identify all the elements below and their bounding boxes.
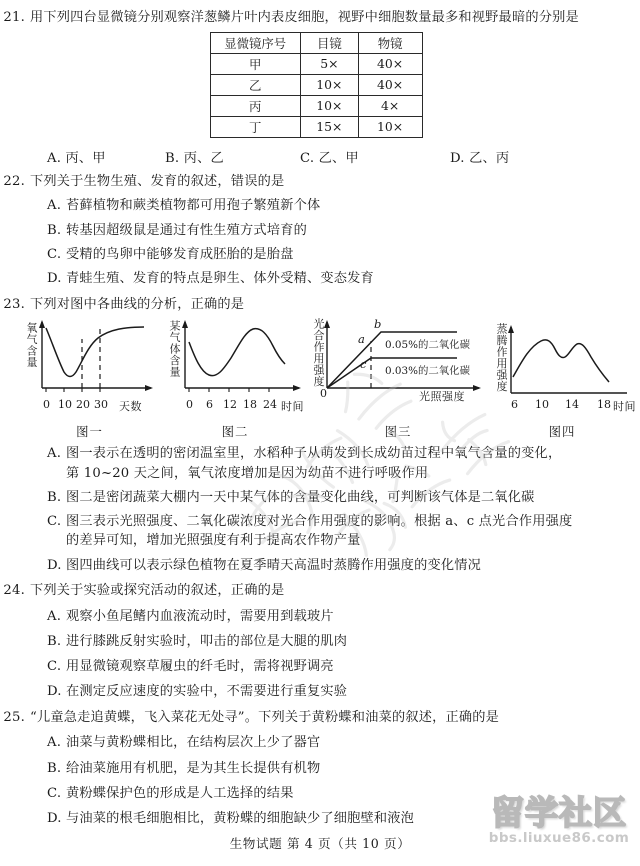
cell-scope-id: 甲 — [210, 53, 300, 74]
figure-three-series-0-label: 0.05%的二氧化碳 — [385, 339, 470, 352]
figure-four-xtick-1: 10 — [535, 398, 549, 412]
figure-three-ylabel: 光合作用强度 — [312, 318, 325, 388]
question-22-number: 22. — [3, 173, 25, 189]
table-header-row — [210, 32, 422, 53]
figure-three-point-c: c — [360, 357, 367, 372]
figure-two — [161, 316, 309, 440]
table-row — [210, 95, 422, 116]
question-21-stem: 用下列四台显微镜分别观察洋葱鳞片叶内表皮细胞，视野中细胞数量最多和视野最暗的分别是 — [30, 10, 579, 25]
figure-two-xtick-0: 0 — [186, 398, 193, 412]
option-text: 黄粉蝶保护色的形成是人工选择的结果 — [66, 785, 294, 801]
option-21-a[interactable] — [47, 147, 165, 166]
figure-one-xtick-3: 30 — [94, 398, 108, 412]
option-23-a[interactable] — [0, 444, 640, 463]
figure-three-series-1-label: 0.03%的二氧化碳 — [385, 365, 470, 378]
figures-row — [0, 316, 640, 440]
option-letter: C. — [47, 659, 62, 675]
figure-two-xtick-4: 24 — [263, 398, 277, 412]
option-text: 给油菜施用有机肥，是为其生长提供有机物 — [66, 760, 321, 776]
figure-two-xlabel: 时间 — [281, 400, 304, 414]
option-text: 在测定反应速度的实验中，不需要进行重复实验 — [66, 684, 348, 700]
table-row — [210, 53, 422, 74]
question-22-stem: 下列关于生物生殖、发育的叙述，错误的是 — [30, 173, 285, 189]
option-23-d[interactable] — [0, 556, 640, 575]
option-letter: A. — [47, 150, 62, 166]
option-text: 用显微镜观察草履虫的纤毛时，需将视野调亮 — [66, 659, 334, 675]
option-25-a[interactable] — [0, 733, 640, 752]
option-25-c[interactable] — [0, 784, 640, 803]
table-row — [210, 74, 422, 95]
option-23-c-cont: 的差异可知，增加光照强度有利于提高农作物产量 — [66, 533, 361, 549]
option-text: 进行膝跳反射实验时，叩击的部位是大腿的肌肉 — [66, 633, 348, 649]
figure-four-xlabel: 时间 — [613, 400, 636, 414]
question-23 — [0, 296, 640, 315]
option-24-b[interactable] — [0, 632, 640, 651]
option-22-a[interactable] — [0, 196, 640, 215]
option-text: 油菜与黄粉蝶相比，在结构层次上少了器官 — [66, 735, 321, 751]
option-text: 图一表示在透明的密闭温室里，水稻种子从萌发到长成幼苗过程中氧气含量的变化， — [66, 446, 562, 462]
figure-one-caption: 图一 — [76, 424, 103, 440]
option-letter: B. — [47, 760, 62, 776]
option-text: 青蛙生殖、发育的特点是卵生、体外受精、变态发育 — [66, 271, 374, 287]
figure-one-plot — [18, 316, 161, 402]
option-24-d[interactable] — [0, 682, 640, 701]
option-letter: B. — [165, 150, 180, 166]
site-logo-text: 留学社区 — [491, 793, 627, 833]
option-letter: A. — [47, 735, 62, 751]
cell-scope-id: 丁 — [210, 116, 300, 137]
figure-four — [487, 321, 637, 440]
option-text: 图二是密闭蔬菜大棚内一天中某气体的含量变化曲线，可判断该气体是二氧化碳 — [66, 489, 535, 505]
th-objective: 物镜 — [358, 32, 422, 53]
microscope-table — [210, 32, 423, 138]
question-25-stem: “儿童急走追黄蝶，飞入菜花无处寻”。下列关于黄粉蝶和油菜的叙述，正确的是 — [30, 709, 500, 725]
option-letter: A. — [47, 446, 62, 462]
option-24-c[interactable] — [0, 657, 640, 676]
figure-one-xtick-2: 20 — [76, 398, 90, 412]
option-24-a[interactable] — [0, 607, 640, 626]
page-footer: 生物试题 第 4 页（共 10 页） — [229, 836, 411, 851]
option-text: 与油菜的根毛细胞相比，黄粉蝶的细胞缺少了细胞壁和液泡 — [66, 811, 415, 827]
option-letter: C. — [300, 150, 315, 166]
option-letter: D. — [47, 271, 62, 287]
site-logo-url: bbs.liuxue86.com — [488, 830, 630, 846]
figure-two-xtick-3: 18 — [243, 398, 257, 412]
figure-two-ylabel: 某气体含量 — [168, 320, 181, 378]
question-24 — [0, 582, 640, 601]
option-letter: D. — [47, 684, 62, 700]
option-21-b[interactable] — [165, 147, 300, 166]
th-scope-id: 显微镜序号 — [210, 32, 300, 53]
cell-objective: 4× — [358, 95, 422, 116]
option-letter: A. — [47, 198, 62, 214]
option-25-d[interactable] — [0, 809, 640, 828]
cell-eyepiece: 10× — [300, 74, 358, 95]
cell-eyepiece: 5× — [300, 53, 358, 74]
question-21-number: 21. — [3, 10, 25, 25]
figure-three-origin: 0 — [320, 387, 327, 401]
cell-objective: 40× — [358, 74, 422, 95]
option-letter: B. — [47, 489, 62, 505]
question-24-stem: 下列关于实验或探究活动的叙述，正确的是 — [30, 582, 285, 598]
option-21-d[interactable] — [450, 147, 509, 166]
question-23-number: 23. — [3, 296, 25, 312]
figure-one-xtick-0: 0 — [43, 398, 50, 412]
question-21 — [0, 9, 640, 28]
figure-three — [309, 316, 487, 440]
table-row — [210, 116, 422, 137]
cell-scope-id: 丙 — [210, 95, 300, 116]
figure-four-xtick-2: 14 — [565, 398, 579, 412]
option-text: 苔藓植物和蕨类植物都可用孢子繁殖新个体 — [66, 198, 321, 214]
figure-two-plot — [161, 316, 309, 402]
option-text: 乙、甲 — [318, 150, 359, 166]
option-text: 受精的鸟卵中能够发育成胚胎的是胎盘 — [66, 247, 294, 262]
option-letter: B. — [47, 633, 62, 649]
option-21-c[interactable] — [300, 147, 450, 166]
th-eyepiece: 目镜 — [300, 32, 358, 53]
question-25-number: 25. — [3, 709, 25, 725]
figure-three-xlabel: 光照强度 — [419, 390, 465, 404]
option-text: 图三表示光照强度、二氧化碳浓度对光合作用强度的影响。根据 a、c 点光合作用强度 — [66, 514, 573, 530]
figure-two-xtick-2: 12 — [223, 398, 237, 412]
question-23-stem: 下列对图中各曲线的分析，正确的是 — [30, 296, 245, 312]
option-text: 转基因超级鼠是通过有性生殖方式培育的 — [66, 222, 307, 238]
figure-four-plot — [487, 321, 637, 407]
option-letter: C. — [47, 785, 62, 801]
option-letter: A. — [47, 608, 62, 624]
option-letter: D. — [47, 811, 62, 827]
figure-one-xtick-1: 10 — [58, 398, 72, 412]
option-22-d[interactable] — [0, 269, 640, 288]
figure-four-xtick-0: 6 — [511, 398, 518, 412]
figure-two-xtick-1: 6 — [206, 398, 213, 412]
question-22 — [0, 173, 640, 192]
option-25-b[interactable] — [0, 759, 640, 778]
figure-one-ylabel: 氧气含量 — [25, 322, 38, 369]
cell-eyepiece: 15× — [300, 116, 358, 137]
cell-eyepiece: 10× — [300, 95, 358, 116]
microscope-table-wrapper — [0, 28, 640, 138]
figure-two-caption: 图二 — [221, 424, 249, 440]
cell-objective: 10× — [358, 116, 422, 137]
option-22-c[interactable] — [0, 245, 640, 264]
figure-four-caption: 图四 — [548, 424, 576, 440]
question-21-options — [0, 147, 640, 166]
option-letter: C. — [47, 514, 62, 530]
figure-one — [18, 316, 161, 440]
figure-three-point-b: b — [374, 317, 382, 332]
figure-three-point-a: a — [358, 332, 365, 347]
question-24-number: 24. — [3, 582, 25, 598]
figure-one-xlabel: 天数 — [119, 400, 142, 414]
figure-four-ylabel: 蒸腾作用强度 — [495, 323, 508, 393]
option-letter: D. — [450, 150, 465, 166]
option-text: 丙、甲 — [65, 150, 106, 166]
cell-objective: 40× — [358, 53, 422, 74]
option-letter: B. — [47, 222, 62, 238]
option-text: 丙、乙 — [183, 150, 224, 166]
cell-scope-id: 乙 — [210, 74, 300, 95]
option-22-b[interactable] — [0, 221, 640, 240]
question-25 — [0, 709, 640, 728]
option-letter: C. — [47, 247, 62, 262]
option-23-b[interactable] — [0, 488, 640, 507]
option-23-a-cont: 第 10~20 天之间，氧气浓度增加是因为幼苗不进行呼吸作用 — [66, 465, 429, 481]
option-text: 乙、丙 — [469, 150, 510, 166]
option-23-c[interactable] — [0, 512, 640, 531]
option-text: 观察小鱼尾鳍内血液流动时，需要用到载玻片 — [66, 608, 334, 624]
figure-four-xtick-3: 18 — [597, 398, 611, 412]
option-letter: D. — [47, 557, 62, 573]
figure-three-caption: 图三 — [384, 424, 412, 440]
option-text: 图四曲线可以表示绿色植物在夏季晴天高温时蒸腾作用强度的变化情况 — [66, 557, 482, 573]
